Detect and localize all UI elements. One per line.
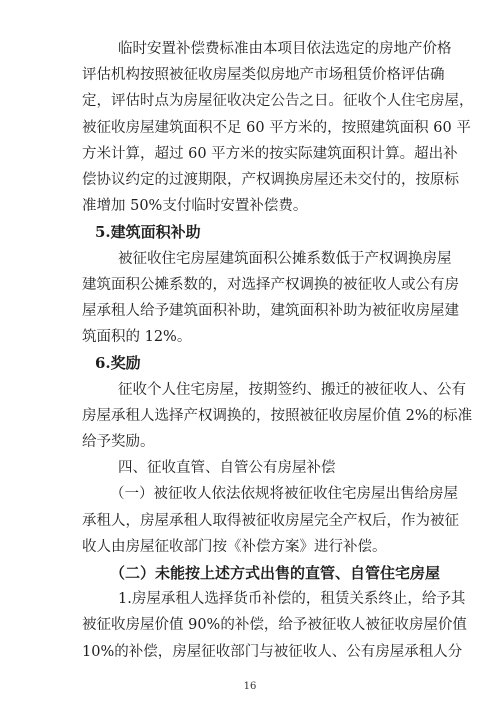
text-line: 屋承租人给予建筑面积补助，建筑面积补助为被征收房屋建 <box>82 303 459 319</box>
text-line: 临时安置补偿费标准由本项目依法选定的房地产价格 <box>118 41 452 57</box>
text-line: 筑面积的 12%。 <box>82 329 192 346</box>
section-heading: （二）未能按上述方式出售的直管、自管住宅房屋 <box>110 564 441 582</box>
text-line: 1.房屋承租人选择货币补偿的，租赁关系终止，给予其 <box>118 591 466 608</box>
page-number: 16 <box>243 681 257 692</box>
text-line: 被征收住宅房屋建筑面积公摊系数低于产权调换房屋 <box>118 250 452 267</box>
section-heading: 四、征收直管、自管公有房屋补偿 <box>118 460 336 477</box>
text-line: 偿协议约定的过渡期限，产权调换房屋还未交付的，按原标 <box>82 172 459 188</box>
text-line: 准增加 50%支付临时安置补偿费。 <box>82 198 308 215</box>
text-line: 给予奖励。 <box>82 434 155 450</box>
text-line: 10%的补偿，房屋征收部门与被征收人、公有房屋承租人分 <box>82 643 463 660</box>
text-line: 征收个人住宅房屋，按期签约、搬迁的被征收人、公有 <box>118 381 466 398</box>
text-line: 被征收房屋建筑面积不足 60 平方米的，按照建筑面积 60 平 <box>82 119 471 136</box>
text-line: 房屋承租人选择产权调换的，按照被征收房屋价值 2%的标准 <box>82 407 473 424</box>
section-heading: 6.奖励 <box>95 354 141 373</box>
text-line: 承租人，房屋承租人取得被征收房屋完全产权后，作为被征 <box>82 512 459 529</box>
text-line: 建筑面积公摊系数的，对选择产权调换的被征收人或公有房 <box>82 276 459 293</box>
text-line: 方米计算，超过 60 平方米的按实际建筑面积计算。超出补 <box>82 145 458 162</box>
text-line: 定，评估时点为房屋征收决定公告之日。征收个人住宅房屋， <box>82 93 474 110</box>
text-line: 被征收房屋价值 90%的补偿，给予被征收人被征收房屋价值 <box>82 617 467 634</box>
text-line: 评估机构按照被征收房屋类似房地产市场租赁价格评估确 <box>82 67 445 84</box>
section-heading: 5.建筑面积补助 <box>95 223 201 242</box>
text-line: 收人由房屋征收部门按《补偿方案》进行补偿。 <box>82 538 387 555</box>
text-line: （一）被征收人依法依规将被征收住宅房屋出售给房屋 <box>110 486 458 503</box>
